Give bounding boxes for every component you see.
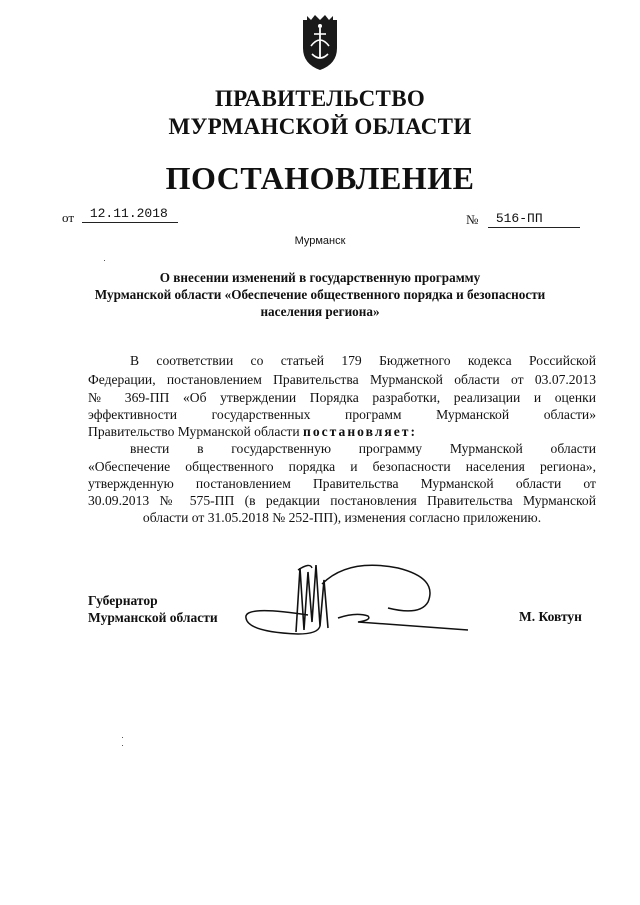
body-text: Правительство Мурманской области — [88, 424, 304, 439]
body-line: № 369-ПП «Об утверждении Порядка разработки, реализации и оценки — [88, 390, 596, 405]
body-line: В соответствии со статьей 179 Бюджетного кодекса Российской — [130, 353, 596, 368]
decree-keyword: постановляет: — [303, 424, 417, 439]
coat-of-arms-emblem — [297, 12, 343, 72]
document-type-title: ПОСТАНОВЛЕНИЕ — [165, 160, 475, 196]
scan-speck — [122, 745, 123, 746]
signer-title-line-2: Мурманской области — [88, 610, 218, 625]
document-number: 516-ПП — [488, 211, 580, 228]
subject-line-3: населения региона» — [260, 304, 380, 319]
government-title-line-2: МУРМАНСКОЙ ОБЛАСТИ — [168, 114, 472, 139]
scan-speck — [104, 260, 105, 261]
body-line: внести в государственную программу Мурманской области — [130, 441, 596, 456]
scan-speck — [122, 737, 123, 738]
document-date: 12.11.2018 — [82, 206, 178, 223]
body-line — [88, 424, 596, 440]
body-line: утвержденную постановлением Правительства Мурманской области от — [88, 476, 596, 491]
city-name: Мурманск — [294, 235, 346, 247]
government-title-line-1: ПРАВИТЕЛЬСТВО — [214, 86, 426, 111]
body-line: эффективности государственных программ Мурманской области» — [88, 407, 596, 422]
body-line: «Обеспечение общественного порядка и безопасности населения региона», — [88, 459, 596, 474]
handwritten-signature-image — [238, 560, 478, 640]
signer-name: М. Ковтун — [519, 609, 582, 624]
body-line: Федерации, постановлением Правительства Мурманской области от 03.07.2013 — [88, 372, 596, 387]
body-line: 30.09.2013 № 575-ПП (в редакции постановления Правительства Мурманской — [88, 493, 596, 508]
body-line: области от 31.05.2018 № 252-ПП), изменения согласно приложению. — [142, 510, 542, 525]
date-prefix: от — [62, 210, 75, 225]
subject-line-1: О внесении изменений в государственную программу — [159, 270, 481, 285]
signer-title-line-1: Губернатор — [88, 593, 158, 608]
number-prefix: № — [466, 212, 479, 227]
subject-line-2: Мурманской области «Обеспечение общественного порядка и безопасности — [94, 287, 546, 302]
